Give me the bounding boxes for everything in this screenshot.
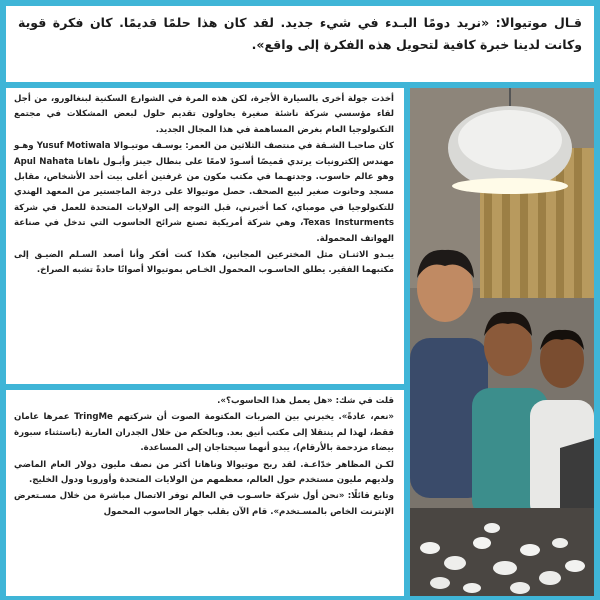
article-paragraph: لكـن المظاهر خدّاعـة. لقد ربح موتيوالا وناهاتا أكثر من نصف مليون دولار العام الماضي ولديهم مليون مستخدم حول العالم، معظمهم من الولايات المتحدة وأوروبا ودول الخليج. xyxy=(14,459,394,486)
table-pebbles xyxy=(410,508,594,596)
pull-quote xyxy=(6,6,594,82)
article-paragraph: «نعم، عادةً». يخبرني بين الضربات المكتومة الصوت أن شركتهم TringMe عمرها عامان فقط، لهذا لم ينتقلا إلى مكتب أنيق بعد. وبالحكم من خلال الجدران العارية (باستثناء سبورة بيضاء مزدحمة بالأرقام)، يبدو أنهما سيحتاجان إلى المساعدة. xyxy=(14,412,394,454)
article-paragraph: وتابع قائلًا: «نحن أول شركة حاسـوب في العالم توفر الاتصال مباشرة من خلال مسـتعرض الإنترنت الخاص بالمسـتخدم». قام الآن بقلب جهاز الحاسوب المحمول xyxy=(14,491,394,517)
article-column-top xyxy=(6,88,404,384)
pull-quote-text: قـال موتيوالا: «نريد دومًا البـدء في شيء جديد. لقد كان هذا حلمًا قديمًا. كان فكرة قوية وكانت لدينا خبرة كافية لتحويل هذه الفكرة إلى واقع». xyxy=(18,15,582,52)
article-paragraph: يبـدو الاثنـان مثل المخترعين المجانين، هكذا كنت أفكر وأنا أصعد السـلم الضيـق إلى مكتبهما الفقير. يطلق الحاسـوب المحمول الخـاص بموتيوالا أصواتًا حادةً تشبه الصراخ. xyxy=(14,250,394,276)
article-paragraph: قلت في شك: «هل يعمل هذا الحاسوب؟». xyxy=(217,396,394,406)
founders-photo xyxy=(410,88,594,596)
article-paragraph: كان صاحبـا الشـقة في منتصف الثلاثين من العمر: يوسـف موتيـوالا Yusuf Motiwala وهـو مهندس إلكترونيات يرتدي قميصًا أسـودً لامعًا على بنطال جينز وأبـول ناهاتا Apul Nahata وهو عالم حاسوب. وجدتهـما في مكتب مكون من غرفتين أعلى بيت أحد الأشخاص، مقابل مسجد وحانوت صغير لبيع الصحف. حصل موتيوالا على درجة الماجستير من المعهد الهندي للتكنولوجيا في مومباي، كما أخبرني، قبل التوجه إلى الولايات المتحدة للعمل في شركة Texas Insturments، وهي شركة أمريكية تصنع شرائح الحاسوب التي تدخل في صناعة الهواتف المحمولة. xyxy=(14,141,394,244)
article-paragraph: أخذت جولة أخرى بالسيارة الأجرة، لكن هذه المرة في الشوارع السكنية لبنغالورو، من أجل لقاء مؤسسي شركة ناشئة صغيرة يحاولون تقديم حلول لبعض المشكلات في مجتمع التكنولوجيا العام بغرض المساهمة في هذا المجال الجديد. xyxy=(14,94,394,135)
article-column-bottom xyxy=(6,390,404,596)
